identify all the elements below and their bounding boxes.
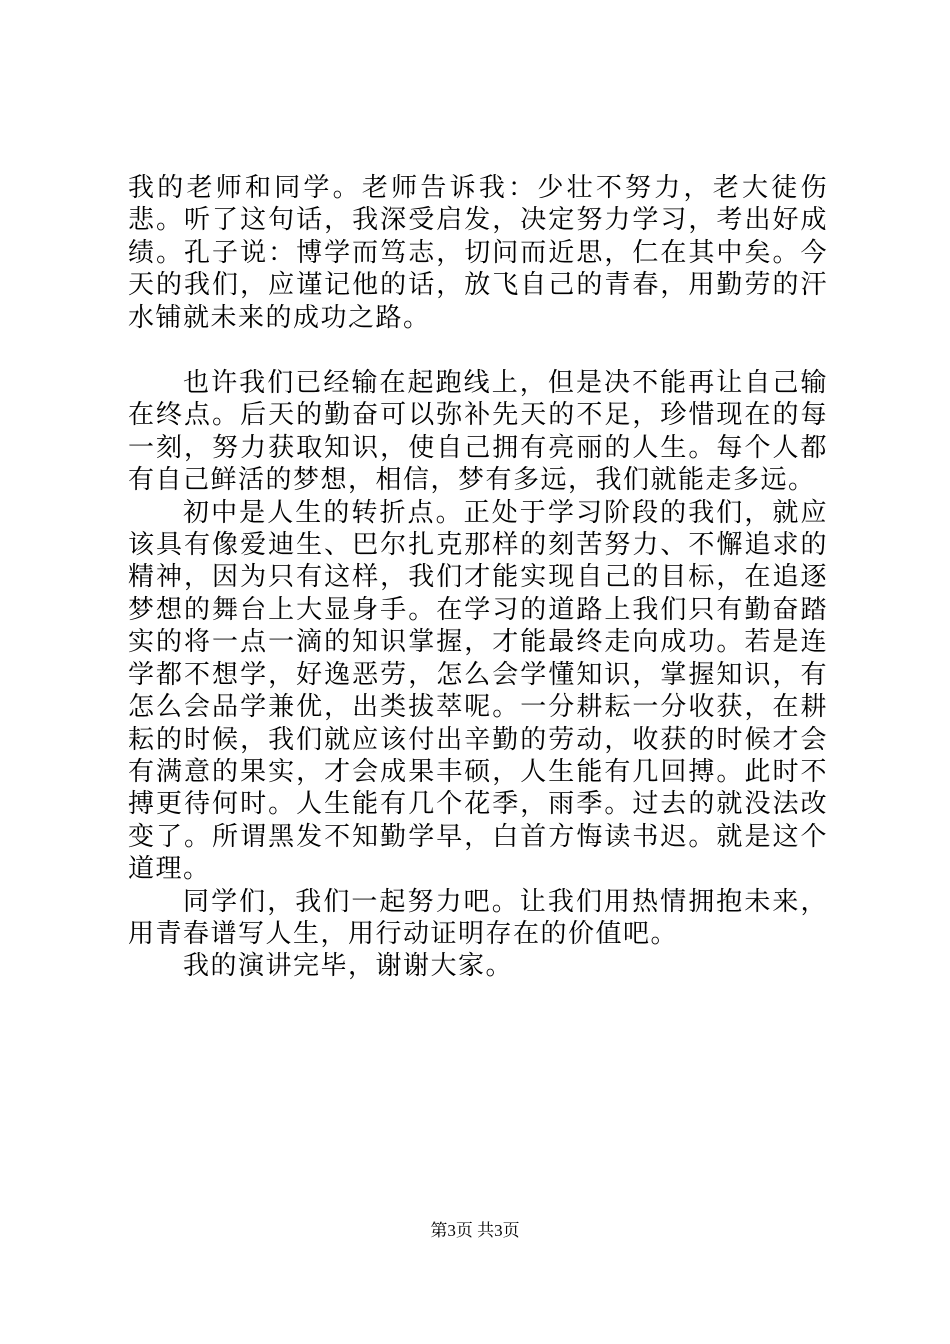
paragraph-5: 我的演讲完毕，谢谢大家。 [183,951,514,982]
document-body [128,172,828,983]
page-number-footer: 第3页 共3页 [430,1221,520,1240]
paragraph-4: 同学们，我们一起努力吧。让我们用热情拥抱未来，用青春谱写人生，用行动证明存在的价值吧。 [128,886,828,949]
paragraph-3: 初中是人生的转折点。正处于学习阶段的我们，就应该具有像爱迪生、巴尔扎克那样的刻苦努力、不懈追求的精神，因为只有这样，我们才能实现自己的目标，在追逐梦想的舞台上大显身手。在学习的道路上我们只有勤奋踏实的将一点一滴的知识掌握，才能最终走向成功。若是连学都不想学，好逸恶劳，怎么会学懂知识，掌握知识，有怎么会品学兼优，出类拔萃呢。一分耕耘一分收获，在耕耘的时候，我们就应该付出辛勤的劳动，收获的时候才会有满意的果实，才会成果丰硕，人生能有几回搏。此时不搏更待何时。人生能有几个花季，雨季。过去的就没法改变了。所谓黑发不知勤学早，白首方悔读书迟。就是这个道理。 [128,497,828,885]
paragraph-2: 也许我们已经输在起跑线上，但是决不能再让自己输在终点。后天的勤奋可以弥补先天的不足，珍惜现在的每一刻，努力获取知识，使自己拥有亮丽的人生。每个人都有自己鲜活的梦想，相信，梦有多远，我们就能走多远。 [128,368,828,496]
paragraph-spacer [128,334,828,367]
paragraph-1: 我的老师和同学。老师告诉我：少壮不努力，老大徒伤悲。听了这句话，我深受启发，决定努力学习，考出好成绩。孔子说：博学而笃志，切问而近思，仁在其中矣。今天的我们，应谨记他的话，放飞自己的青春，用勤劳的汗水铺就未来的成功之路。 [128,173,828,333]
